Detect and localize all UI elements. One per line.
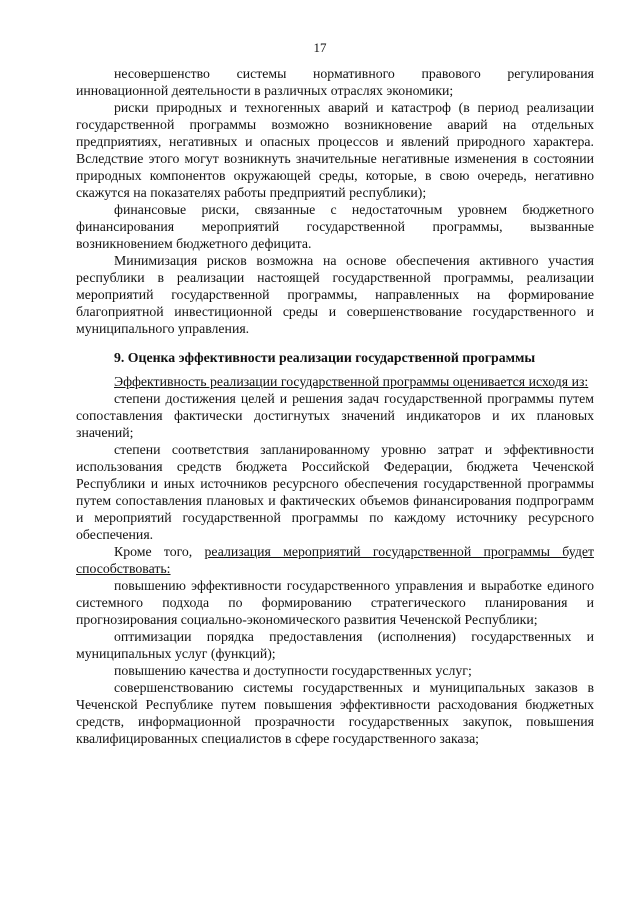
contribution-intro (76, 543, 594, 577)
contribution-item-services-order: оптимизации порядка предоставления (исполнения) государственных и муниципальных услуг (функций); (76, 629, 594, 661)
section-heading: 9. Оценка эффективности реализации государственной программы (114, 350, 536, 365)
efficiency-intro (76, 373, 594, 390)
body-text (76, 65, 594, 747)
page-number: 17 (313, 40, 327, 55)
paragraph-financial-risk: финансовые риски, связанные с недостаточным уровнем бюджетного финансирования мероприятий государственной программы, вызванные возникновением бюджетного дефицита. (76, 202, 594, 251)
contribution-lead: Кроме того, (114, 544, 205, 559)
paragraph-regulation-risk: несовершенство системы нормативного правового регулирования инновационной деятельности в различных отраслях экономики; (76, 66, 594, 98)
paragraph-natural-risk: риски природных и техногенных аварий и катастроф (в период реализации государственной программы возможно возникновение аварий на отдельных предприятиях, негативных и опасных процессов и явлений природного характера. Вследствие этого могут возникнуть значительные негативные изменения в состоянии природных компонентов окружающей среды, которые, в свою очередь, негативно скажутся на показателях работы предприятий республики); (76, 100, 594, 200)
efficiency-item-goals: степени достижения целей и решения задач государственной программы путем сопоставления фактически достигнутых значений индикаторов и их плановых значений; (76, 391, 594, 440)
contribution-intro-text: реализация мероприятий государственной программы будет способствовать: (76, 544, 594, 576)
contribution-item-management: повышению эффективности государственного управления и выработке единого системного подхода по формированию стратегического планирования и прогнозирования социально-экономического развития Чеченской Республики; (76, 578, 594, 627)
contribution-item-services-quality: повышению качества и доступности государственных услуг; (114, 663, 472, 678)
contribution-item-procurement: совершенствованию системы государственных и муниципальных заказов в Чеченской Республике путем повышения эффективности расходования бюджетных средств, информационной прозрачности государственных закупок, повышения квалифицированных специалистов в сфере государственного заказа; (76, 680, 594, 746)
efficiency-intro-text: Эффективность реализации государственной программы оценивается исходя из: (114, 374, 589, 389)
paragraph-risk-minimization: Минимизация рисков возможна на основе обеспечения активного участия республики в реализации настоящей государственной программы, реализации мероприятий государственной программы, направленных на формирование благоприятной инвестиционной среды и совершенствование государственного и муниципального управления. (76, 253, 594, 336)
efficiency-item-costs: степени соответствия запланированному уровню затрат и эффективности использования средств бюджета Российской Федерации, бюджета Чеченской Республики и иных источников ресурсного обеспечения государственной программы путем сопоставления плановых и фактических объемов финансирования подпрограмм и мероприятий государственной программы по каждому источнику ресурсного обеспечения. (76, 442, 594, 542)
